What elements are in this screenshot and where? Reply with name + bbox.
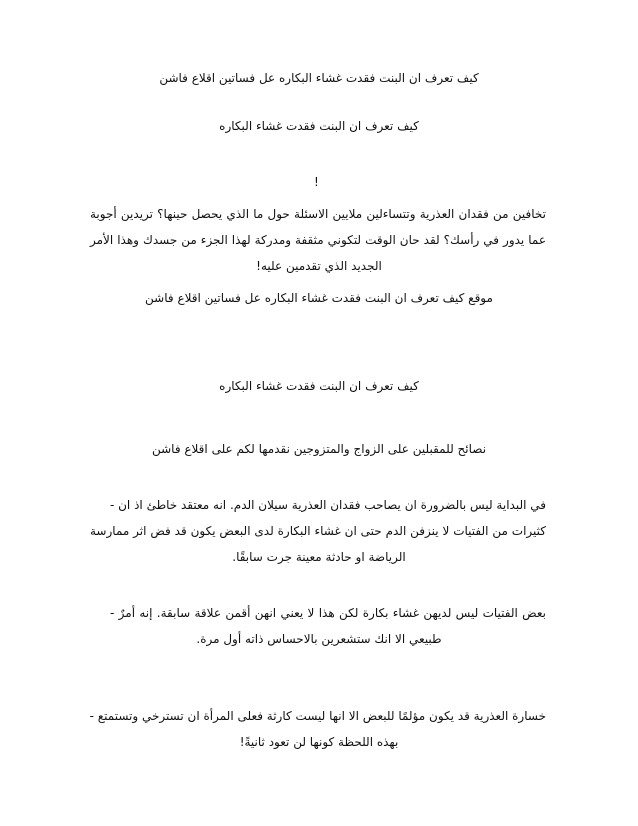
section-heading: كيف تعرف ان البنت فقدت غشاء البكاره (219, 379, 419, 393)
document-title: كيف تعرف ان البنت فقدت غشاء البكاره عل فساتين اقلاع فاشن (159, 71, 479, 85)
para3-line-2: بهذه اللحظة كونها لن تعود ثانيةً! (239, 735, 399, 749)
para3-line-1: خسارة العذرية قد يكون مؤلمًا للبعض الا انها ليست كارثة فعلى المرأة ان تسترخي وتستمتع - (89, 709, 546, 723)
para2-line-2: طبيعي الا انك ستشعرين بالاحساس ذاته أول مرة. (196, 632, 442, 646)
intro-line-3: الجديد الذي تقدمين عليه! (256, 259, 382, 273)
site-line: موقع كيف تعرف ان البنت فقدت غشاء البكاره عل فساتين اقلاع فاشن (145, 291, 493, 305)
exclamation-mark: ! (314, 175, 319, 189)
para1-line-1: في البداية ليس بالضرورة ان يصاحب فقدان العذرية سيلان الدم. انه معتقد خاطئ اذ ان - (109, 498, 546, 512)
advice-heading: نصائح للمقبلين على الزواج والمتزوجين نقدمها لكم على اقلاع فاشن (151, 442, 487, 456)
para1-line-2: كثيرات من الفتيات لا ينزفن الدم حتى ان غشاء البكارة لدى البعض يكون قد فض اثر ممارسة (90, 524, 546, 538)
para2-line-1: بعض الفتيات ليس لديهن غشاء بكارة لكن هذا لا يعني انهن أقمن علاقة سابقة. إنه أمرٌ - (110, 606, 546, 620)
intro-line-1: تخافين من فقدان العذرية وتتساءلين ملايين الاسئلة حول ما الذي يحصل حينها؟ تريدين أجوبة (90, 207, 546, 221)
intro-line-2: عما يدور في رأسك؟ لقد حان الوقت لتكوني مثقفة ومدركة لهذا الجزء من جسدك وهذا الأمر (90, 233, 546, 247)
para1-line-3: الرياضة او حادثة معينة جرت سابقًا. (232, 550, 406, 564)
document-subtitle: كيف تعرف ان البنت فقدت غشاء البكاره (219, 119, 419, 133)
